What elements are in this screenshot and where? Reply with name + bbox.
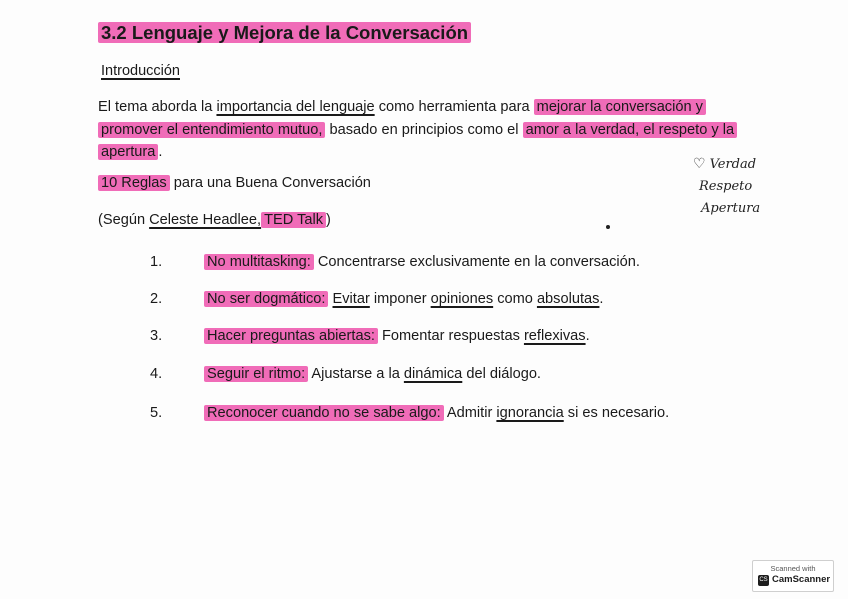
rule-underlined-word: dinámica bbox=[403, 366, 463, 382]
rules-heading-rest: para una Buena Conversación bbox=[169, 175, 371, 191]
rule-number: 5. bbox=[150, 405, 163, 421]
rule-number: 1. bbox=[150, 254, 163, 270]
intro-text-5: basado en principios como el bbox=[325, 121, 523, 138]
rule-text: como bbox=[493, 291, 537, 307]
section-title bbox=[98, 21, 471, 45]
scanner-label: Scanned with bbox=[770, 564, 816, 573]
rule-label: Hacer preguntas abiertas: bbox=[204, 328, 378, 344]
handwritten-note bbox=[693, 153, 760, 220]
rules-heading bbox=[98, 175, 371, 191]
intro-paragraph bbox=[98, 96, 748, 164]
rule-body bbox=[204, 324, 590, 348]
rule-text: . bbox=[585, 328, 590, 344]
intro-text-1: El tema aborda la bbox=[98, 99, 217, 115]
rule-item bbox=[150, 250, 770, 274]
rule-text: Ajustarse a la bbox=[308, 366, 404, 382]
rule-body bbox=[204, 287, 603, 311]
rules-source bbox=[98, 212, 331, 228]
intro-text-7: . bbox=[158, 144, 163, 160]
rule-underlined-word: opiniones bbox=[430, 291, 494, 307]
rule-number: 3. bbox=[150, 328, 163, 344]
handnote-line: Respeto bbox=[699, 179, 753, 194]
intro-highlight-amor: amor a la verdad, el respeto y la apertura bbox=[98, 122, 737, 161]
intro-heading: Introducción bbox=[101, 63, 180, 79]
rule-body bbox=[204, 401, 669, 425]
rule-text: imponer bbox=[369, 291, 431, 307]
rule-item bbox=[150, 287, 770, 311]
rule-text: . bbox=[599, 291, 604, 307]
source-talk: TED Talk bbox=[261, 212, 326, 228]
scanner-brand: CamScanner bbox=[772, 574, 831, 585]
rule-underlined-word: reflexivas bbox=[523, 328, 586, 344]
handnote-text: Verdad bbox=[709, 157, 757, 172]
rule-label: No multitasking: bbox=[204, 254, 314, 270]
camscanner-watermark bbox=[752, 560, 834, 592]
rule-item bbox=[150, 401, 770, 425]
handnote-line: Apertura bbox=[701, 201, 761, 216]
heart-icon: ♡ bbox=[693, 156, 706, 172]
section-title-highlight: 3.2 Lenguaje y Mejora de la Conversación bbox=[98, 22, 471, 43]
rules-heading-highlight: 10 Reglas bbox=[98, 175, 170, 191]
rule-underlined-word: absolutas bbox=[536, 291, 600, 307]
rule-underlined-word: Evitar bbox=[332, 291, 370, 307]
rule-item bbox=[150, 324, 770, 348]
rule-label: Seguir el ritmo: bbox=[204, 366, 308, 382]
rule-text: del diálogo. bbox=[462, 366, 541, 382]
handnote-line bbox=[693, 153, 760, 176]
intro-underline-importancia: importancia del lenguaje bbox=[216, 99, 375, 115]
rule-text: Concentrarse exclusivamente en la conversación. bbox=[313, 254, 640, 270]
rule-text: Admitir bbox=[443, 405, 497, 421]
camscanner-logo-icon: CS bbox=[758, 575, 769, 586]
rule-item bbox=[150, 362, 770, 386]
rule-text: Fomentar respuestas bbox=[377, 328, 524, 344]
intro-text-3: como herramienta para bbox=[374, 99, 534, 115]
source-open: (Según bbox=[98, 212, 150, 228]
rule-label: No ser dogmático: bbox=[204, 291, 328, 307]
source-author: Celeste Headlee, bbox=[149, 212, 262, 228]
rule-number: 2. bbox=[150, 291, 163, 307]
intro-highlight-mejorar: mejorar la conversación y promover el entendimiento mutuo, bbox=[98, 99, 706, 138]
rule-underlined-word: ignorancia bbox=[496, 405, 564, 421]
rule-number: 4. bbox=[150, 366, 163, 382]
rule-text: si es necesario. bbox=[563, 405, 670, 421]
rule-label: Reconocer cuando no se sabe algo: bbox=[204, 405, 444, 421]
source-close: ) bbox=[326, 212, 331, 228]
rule-body bbox=[204, 362, 541, 386]
rule-body bbox=[204, 250, 640, 274]
ink-dot bbox=[606, 225, 610, 229]
